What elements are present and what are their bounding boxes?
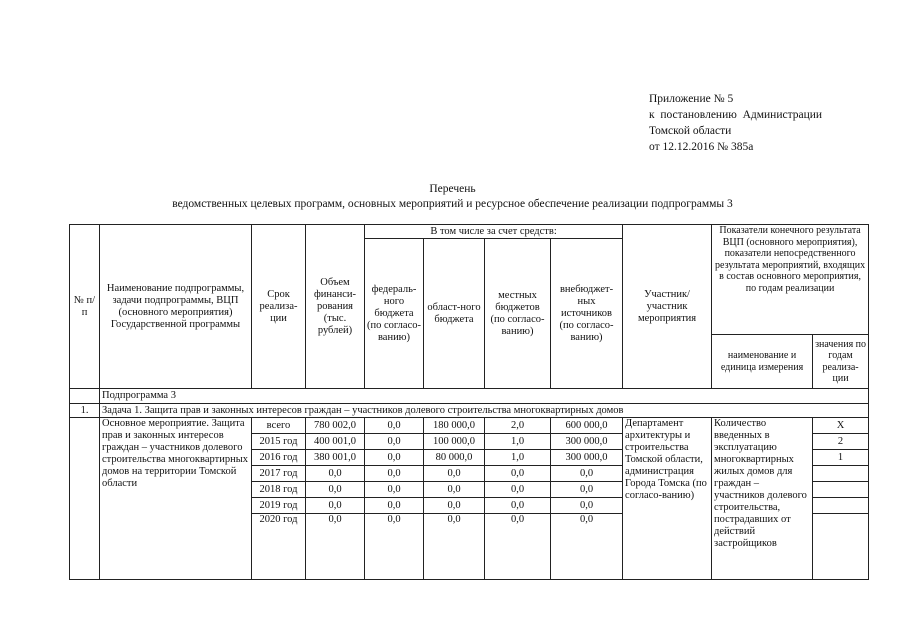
- row-volume: 400 001,0: [306, 434, 365, 450]
- row-volume: 0,0: [306, 498, 365, 514]
- row-volume: 0,0: [306, 514, 365, 580]
- header-indicator-values: значения по годам реализа-ции: [813, 335, 869, 389]
- header-name: Наименование подпрограммы, задачи подпрограммы, ВЦП (основного мероприятия) Государственной программы: [100, 225, 252, 389]
- row-volume: 380 001,0: [306, 450, 365, 466]
- row-value: [813, 514, 869, 580]
- row-local: 2,0: [485, 418, 551, 434]
- row-extra: 0,0: [551, 514, 623, 580]
- main-event-participant: Департамент архитектуры и строительства Томской области, администрация Города Томска (по согласо-ванию): [623, 418, 712, 580]
- header-indicator-name: наименование и единица измерения: [712, 335, 813, 389]
- header-sources: В том числе за счет средств:: [365, 225, 623, 239]
- row-regional: 0,0: [424, 498, 485, 514]
- appendix-line-2: к постановлению Администрации: [649, 109, 823, 121]
- row-term: 2016 год: [252, 450, 306, 466]
- row-local: 1,0: [485, 434, 551, 450]
- row-term: 2019 год: [252, 498, 306, 514]
- row-local: 0,0: [485, 514, 551, 580]
- row-extra: 0,0: [551, 498, 623, 514]
- row-federal: 0,0: [365, 514, 424, 580]
- task-text: Задача 1. Защита прав и законных интересов граждан – участников долевого строительства многоквартирных домов: [100, 404, 869, 418]
- row-value: 1: [813, 450, 869, 466]
- row-federal: 0,0: [365, 450, 424, 466]
- row-volume: 780 002,0: [306, 418, 365, 434]
- header-num: № п/п: [70, 225, 100, 389]
- table-row: [70, 418, 869, 434]
- row-regional: 100 000,0: [424, 434, 485, 450]
- row-value: 2: [813, 434, 869, 450]
- header-extra: внебюджет-ных источников (по согласо-ванию): [551, 239, 623, 389]
- row-term: 2018 год: [252, 482, 306, 498]
- row-local: 1,0: [485, 450, 551, 466]
- row-regional: 0,0: [424, 482, 485, 498]
- row-term: 2017 год: [252, 466, 306, 482]
- row-term: 2015 год: [252, 434, 306, 450]
- row-volume: 0,0: [306, 466, 365, 482]
- row-term: 2020 год: [252, 514, 306, 580]
- resource-table: [69, 224, 869, 580]
- row-local: 0,0: [485, 482, 551, 498]
- row-federal: 0,0: [365, 482, 424, 498]
- row-extra: 0,0: [551, 466, 623, 482]
- appendix-line-1: Приложение № 5: [649, 93, 734, 105]
- row-value: [813, 466, 869, 482]
- main-event-name: Основное мероприятие. Защита прав и законных интересов граждан – участников долевого строительства многоквартирных домов на территории Томской области: [100, 418, 252, 580]
- row-value: Х: [813, 418, 869, 434]
- row-federal: 0,0: [365, 498, 424, 514]
- row-regional: 80 000,0: [424, 450, 485, 466]
- row-value: [813, 482, 869, 498]
- row-local: 0,0: [485, 498, 551, 514]
- row-local: 0,0: [485, 466, 551, 482]
- header-indicators: Показатели конечного результата ВЦП (основного мероприятия), показатели непосредственного результата мероприятий, входящих в состав основного мероприятия, по годам реализации: [712, 225, 869, 335]
- row-term: всего: [252, 418, 306, 434]
- row-federal: 0,0: [365, 466, 424, 482]
- row-regional: 180 000,0: [424, 418, 485, 434]
- row-extra: 300 000,0: [551, 450, 623, 466]
- header-local: местных бюджетов (по согласо-ванию): [485, 239, 551, 389]
- row-extra: 600 000,0: [551, 418, 623, 434]
- row-value: [813, 498, 869, 514]
- row-extra: 0,0: [551, 482, 623, 498]
- appendix-line-3: Томской области: [649, 125, 732, 137]
- header-term: Срок реализа-ции: [252, 225, 306, 389]
- header-participant: Участник/ участник мероприятия: [623, 225, 712, 389]
- document-title-line-1: Перечень: [429, 183, 476, 195]
- header-regional: област-ного бюджета: [424, 239, 485, 389]
- main-event-indicator: Количество введенных в эксплуатацию многоквартирных жилых домов для граждан – участников долевого строительства, пострадавших от действий застройщиков: [712, 418, 813, 580]
- row-federal: 0,0: [365, 418, 424, 434]
- appendix-line-4: от 12.12.2016 № 385а: [649, 141, 754, 153]
- row-regional: 0,0: [424, 514, 485, 580]
- document-title-line-2: ведомственных целевых программ, основных мероприятий и ресурсное обеспечение реализации подпрограммы 3: [172, 198, 733, 210]
- row-volume: 0,0: [306, 482, 365, 498]
- header-volume: Объем финанси-рования (тыс. рублей): [306, 225, 365, 389]
- header-federal: федераль-ного бюджета (по согласо-ванию): [365, 239, 424, 389]
- row-regional: 0,0: [424, 466, 485, 482]
- row-extra: 300 000,0: [551, 434, 623, 450]
- appendix-block: [649, 91, 822, 155]
- row-federal: 0,0: [365, 434, 424, 450]
- subprogram-label: Подпрограмма 3: [100, 389, 869, 404]
- task-num: 1.: [70, 404, 100, 418]
